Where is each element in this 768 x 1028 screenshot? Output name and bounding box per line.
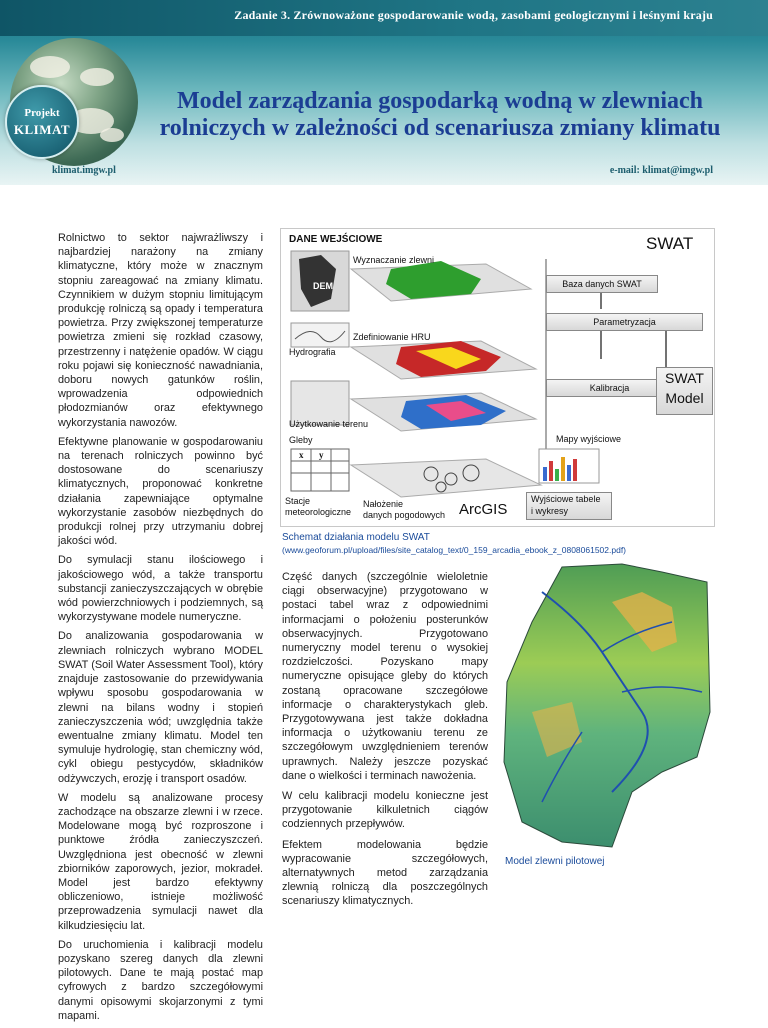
arcgis-label: ArcGIS <box>459 501 508 518</box>
soils-label: Gleby <box>289 435 313 445</box>
watershed-label: Wyznaczanie zlewni <box>353 255 434 265</box>
calibration-box: Kalibracja <box>546 379 673 397</box>
title-line2: rolniczych w zależności od scenariusza zmiany klimatu <box>159 115 721 141</box>
overlay-line2: danych pogodowych <box>363 510 446 520</box>
swat-model-box <box>656 367 713 415</box>
logo-line1: Projekt <box>24 107 60 119</box>
paragraph: Efektem modelowania będzie wypracowanie szczegółowych, alternatywnych metod zarządzania zlewnią rolniczą dla poszczególnych scenariuszy klimatycznych. <box>282 838 488 908</box>
input-data-label: DANE WEJŚCIOWE <box>289 234 383 245</box>
paragraph: Efektywne planowanie w gospodarowaniu na terenach rolniczych powinno być dostosowane do scenariuszy klimatycznych, proponować konkretne działania zapewniające optymalne wykorzystanie zasobów niezbędnych do produkcji rolnej przy utrzymaniu dobrej jakości wód. <box>58 435 263 548</box>
left-column <box>58 231 263 1028</box>
diagram-caption <box>282 532 712 557</box>
paragraph: Do uruchomienia i kalibracji modelu pozyskano szereg danych dla zlewni pilotowych. Dane te mają postać map cyfrowych z bardzo szczegółowymi danymi opisowymi skojarzonymi z tymi mapami. <box>58 938 263 1022</box>
hru-label: Zdefiniowanie HRU <box>353 332 431 342</box>
output-tables-box <box>526 492 612 520</box>
output-tables-line2: i wykresy <box>531 506 569 516</box>
header-banner <box>0 0 768 185</box>
title-line1: Model zarządzania gospodarką wodną w zlewniach <box>176 88 703 114</box>
diagram-graphics <box>281 229 714 526</box>
x-label: x <box>299 450 304 460</box>
paragraph: W modelu są analizowane procesy zachodzące na obszarze zlewni i w rzece. Modelowane mogą być rozproszone i punktowe źródła zanieczyszczeń. Uwzględniona jest obecność w zlewni zbiorników zaporowych, jezior, mokradeł. Model jest bardzo efektywny obliczeniowo, istnieje możliwość przeprowadzenia symulacji nawet dla kilkudziesięciu lat. <box>58 791 263 932</box>
paragraph: Do analizowania gospodarowania w zlewniach rolniczych wybrano MODEL SWAT (Soil Water Assessment Tool), który znajduje zastosowanie do przewidywania wpływu sposobu gospodarowania w zlewni na bilans wodny i stopień zanieczyszczenia wód; uwzględnia także ewentualne zmiany klimatu. Model ten symuluje hydrologię, stan chemiczny wód, cykl obiegu pestycydów, składników odżywczych, erozję i transport osadów. <box>58 630 263 785</box>
output-maps-label: Mapy wyjściowe <box>556 434 622 444</box>
overlay-label <box>363 499 445 521</box>
swat-model-line2: Model <box>665 390 704 406</box>
pilot-watershed-map <box>502 562 712 852</box>
hydrography-label: Hydrografia <box>289 347 336 357</box>
y-label: y <box>319 450 324 460</box>
swat-database-box: Baza danych SWAT <box>546 275 658 293</box>
website-link[interactable]: klimat.imgw.pl <box>52 165 116 176</box>
swat-label: SWAT <box>646 234 694 253</box>
swat-model-line1: SWAT <box>665 370 704 386</box>
dem-label: DEM <box>313 281 333 291</box>
map-caption: Model zlewni pilotowej <box>505 856 605 867</box>
paragraph: Część danych (szczególnie wieloletnie ciągi obserwacyjne) przygotowano w postaci tabel wraz z odpowiednimi informacjami o położeniu posterunków obserwacyjnych. Przygotowano numeryczny model terenu o wysokiej rozdzielczości. Pozyskano mapy numeryczne opisujące gleby do których zostaną opracowane szczegółowe informacje o charakterystykach gleb. Przygotowywana jest także dokładna informacja o użytkowaniu terenu ze szczegółowym uwzględnieniem terenów uprawnych. Należy jeszcze pozyskać dane o wielkości i terminach nawożenia. <box>282 571 488 782</box>
task-title: Zadanie 3. Zrównoważone gospodarowanie wodą, zasobami geologicznymi i leśnymi kraju <box>234 8 713 22</box>
stations-label <box>285 496 351 518</box>
parametrization-box: Parametryzacja <box>546 313 703 331</box>
output-tables-line1: Wyjściowe tabele <box>531 494 601 504</box>
middle-column <box>282 570 488 915</box>
caption-main: Schemat działania modelu SWAT <box>282 532 430 543</box>
caption-source[interactable]: (www.geoforum.pl/upload/files/site_catalog_text/0_159_arcadia_ebook_z_0808061502.pdf) <box>282 545 627 555</box>
page-title <box>150 88 730 142</box>
overlay-line1: Nałożenie <box>363 499 404 509</box>
landuse-label: Użytkowanie terenu <box>289 419 369 429</box>
logo-line2: KLIMAT <box>13 122 71 137</box>
swat-diagram <box>280 228 715 527</box>
stations-line1: Stacje <box>285 496 311 506</box>
paragraph: Do symulacji stanu ilościowego i jakościowego wód, a także transportu substancji zanieczyszczających w obrębie wód powierzchniowych i podziemnych, są wykorzystywane modele numeryczne. <box>58 554 263 624</box>
paragraph: W celu kalibracji modelu konieczne jest przygotowanie kilkuletnich ciągów codziennych przepływów. <box>282 790 488 831</box>
task-bar <box>0 0 768 36</box>
project-logo <box>5 85 79 159</box>
paragraph: Rolnictwo to sektor najwrażliwszy i najbardziej narażony na zmiany klimatyczne, który może w znacznym stopniu zareagować na zmiany klimatu. Czynnikiem w dużym stopniu limitującym produkcję rolniczą są opady i temperatura powietrza. Przy zwiększonej temperaturze powietrza zmieni się rozkład czasowy, przestrzenny i natężenie opadów. W ciągu roku pojawi się konieczność nawadniania, doboru nowych gatunków roślin, wprowadzenia odpowiednich płodozmianów oraz efektywnego wykorzystania nawozów. <box>58 232 263 429</box>
stations-line2: meteorologiczne <box>285 507 352 517</box>
email-link[interactable]: e-mail: klimat@imgw.pl <box>609 165 713 176</box>
